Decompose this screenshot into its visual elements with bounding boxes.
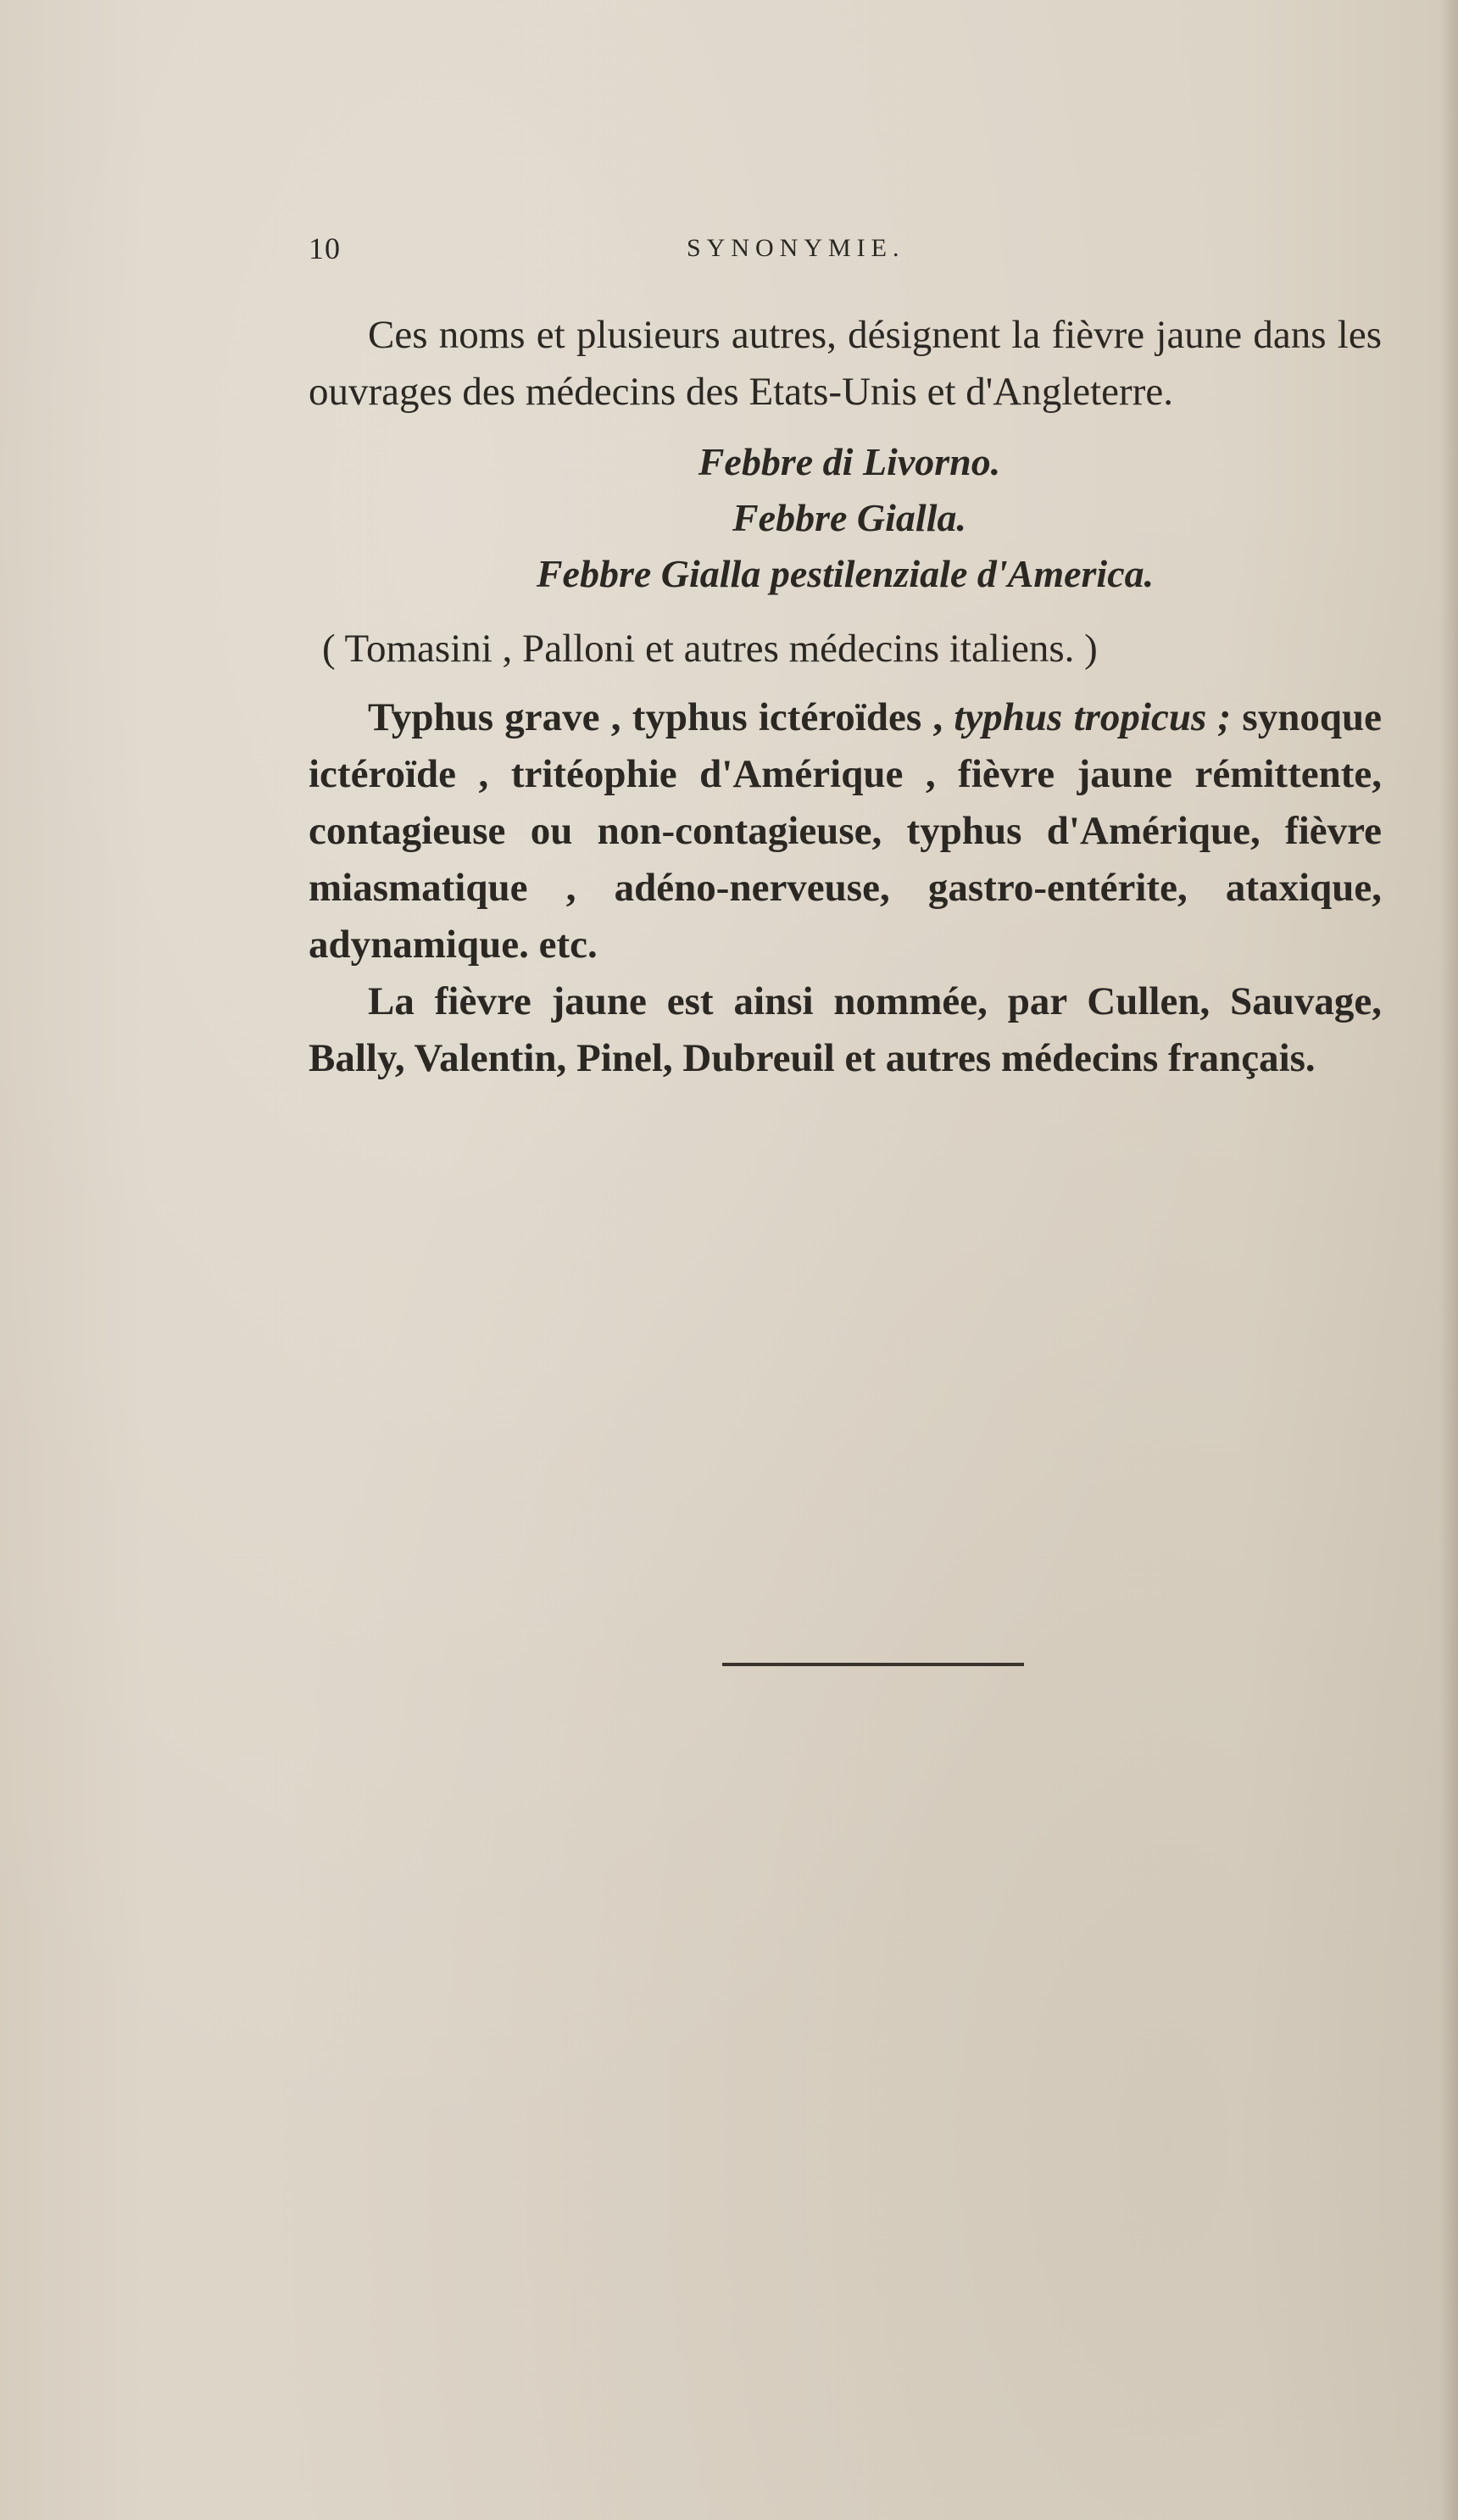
page-edge-shadow <box>1439 0 1458 2520</box>
paragraph-intro: Ces noms et plusieurs autres, désignent la fièvre jaune dans les ouvrages des médecins des Etats-Unis et d'Angleterre. <box>309 313 1382 414</box>
text-block <box>309 307 1382 1087</box>
paragraph-synonyms <box>309 689 1382 973</box>
italian-names-list <box>309 434 1382 602</box>
page-number: 10 <box>309 231 341 265</box>
synonyms-italic: typhus tropicus ; <box>954 695 1232 739</box>
italian-name: Febbre Gialla. <box>732 496 966 539</box>
synonyms-start: Typhus grave , typhus ictéroïdes , <box>368 695 954 739</box>
running-head-title: SYNONYMIE. <box>687 234 905 262</box>
synonyms-rest: synoque ictéroïde , tritéophie d'Amérique , fièvre jaune rémittente, contagieuse ou non-contagieuse, typhus d'Amérique, fièvre miasmatique , adéno-nerveuse, gastro-entérite, ataxique, adynamique. etc. <box>309 695 1382 967</box>
italian-name: Febbre di Livorno. <box>698 440 1001 483</box>
end-rule-divider <box>722 1663 1024 1666</box>
italian-name: Febbre Gialla pestilenziale d'America. <box>536 552 1155 595</box>
paragraph-french-physicians: La fièvre jaune est ainsi nommée, par Cullen, Sauvage, Bally, Valentin, Pinel, Dubreuil et autres médecins français. <box>309 979 1382 1080</box>
citation-italian-physicians: ( Tomasini , Palloni et autres médecins italiens. ) <box>322 627 1098 671</box>
running-head <box>309 231 1382 282</box>
